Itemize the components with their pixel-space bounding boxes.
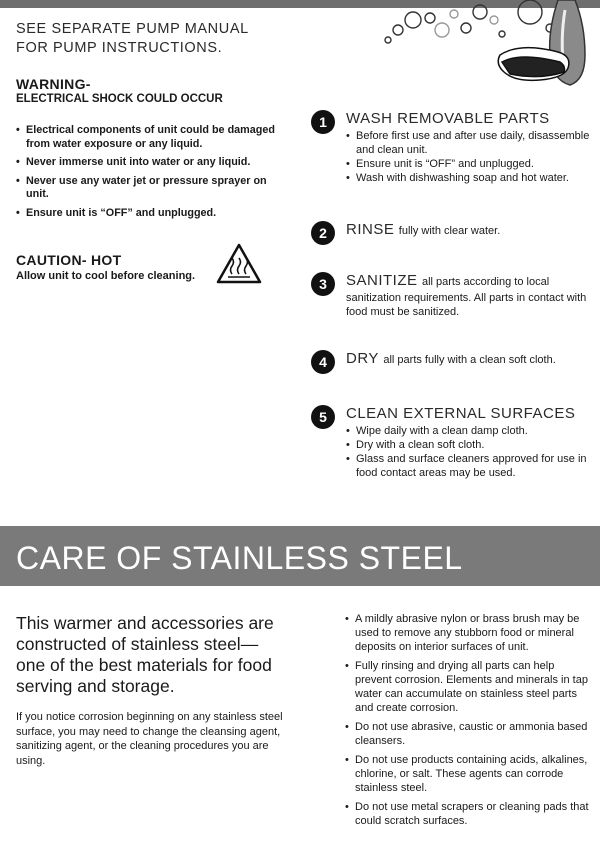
- stainless-item: • A mildly abrasive nylon or brass brush may be used to remove any stubborn food or mineral deposits on interior surfaces of unit.: [345, 612, 590, 654]
- stainless-item: • Do not use metal scrapers or cleaning pads that could scratch surfaces.: [345, 800, 590, 828]
- step-item: • Wipe daily with a clean damp cloth.: [346, 424, 596, 438]
- step-item: • Ensure unit is “OFF” and unplugged.: [346, 157, 596, 171]
- step-description: all parts fully with a clean soft cloth.: [383, 354, 556, 366]
- section-banner-title: CARE OF STAINLESS STEEL: [16, 540, 463, 576]
- step-list: [346, 129, 596, 185]
- bubbles-sponge-bottle-icon: [380, 0, 600, 100]
- stainless-paragraph: If you notice corrosion beginning on any stainless steel surface, you may need to change the cleansing agent, sanitizing agent, or the cleaning procedures you are using.: [16, 711, 283, 767]
- step-number-badge: 1: [311, 110, 335, 134]
- step-title: DRY: [346, 350, 379, 367]
- step-item: • Wash with dishwashing soap and hot water.: [346, 171, 596, 185]
- step-title: SANITIZE: [346, 272, 418, 289]
- step-title: WASH REMOVABLE PARTS: [346, 110, 550, 127]
- step-number-badge: 5: [311, 405, 335, 429]
- step-title: RINSE: [346, 221, 395, 238]
- step-rinse: [311, 221, 596, 239]
- pump-manual-note: [16, 20, 249, 58]
- step-number-badge: 2: [311, 221, 335, 245]
- warning-item: • Never immerse unit into water or any liquid.: [16, 156, 286, 170]
- step-title: CLEAN EXTERNAL SURFACES: [346, 405, 576, 422]
- step-description: all parts according to local: [421, 276, 550, 288]
- stainless-intro: This warmer and accessories are constructed of stainless steel— one of the best materials for food serving and storage.: [16, 613, 274, 696]
- warning-item: • Ensure unit is “OFF” and unplugged.: [16, 207, 286, 221]
- pump-note-line2: FOR PUMP INSTRUCTIONS.: [16, 40, 223, 56]
- caution-title: CAUTION- HOT: [16, 252, 122, 268]
- step-list: [346, 424, 596, 480]
- stainless-item: • Fully rinsing and drying all parts can help prevent corrosion. Elements and minerals in tap water can accumulate on stainless steel parts and create corrosion.: [345, 659, 590, 715]
- caution-subtitle: Allow unit to cool before cleaning.: [16, 270, 196, 282]
- warning-subtitle: ELECTRICAL SHOCK COULD OCCUR: [16, 93, 223, 105]
- step-number-badge: 4: [311, 350, 335, 374]
- warning-list: [16, 124, 286, 225]
- warning-title: WARNING-: [16, 76, 91, 92]
- step-wash: [311, 110, 596, 185]
- hot-surface-icon: [215, 242, 263, 286]
- step-description: fully with clear water.: [398, 225, 501, 237]
- step-dry: [311, 350, 596, 368]
- step-clean-external: [311, 405, 596, 480]
- step-number-badge: 3: [311, 272, 335, 296]
- stainless-list: [345, 612, 590, 833]
- step-sanitize: [311, 272, 596, 319]
- warning-item: • Never use any water jet or pressure sprayer on unit.: [16, 175, 286, 202]
- stainless-item: • Do not use abrasive, caustic or ammonia based cleansers.: [345, 720, 590, 748]
- step-item: • Dry with a clean soft cloth.: [346, 438, 596, 452]
- step-item: • Glass and surface cleaners approved for use in food contact areas may be used.: [346, 452, 596, 480]
- step-paragraph: sanitization requirements. All parts in contact with food must be sanitized.: [346, 292, 587, 318]
- step-item: • Before first use and after use daily, disassemble and clean unit.: [346, 129, 596, 157]
- stainless-item: • Do not use products containing acids, alkalines, chlorine, or salt. These agents can corrode stainless steel.: [345, 753, 590, 795]
- warning-item: • Electrical components of unit could be damaged from water exposure or any liquid.: [16, 124, 286, 151]
- pump-note-line1: SEE SEPARATE PUMP MANUAL: [16, 21, 249, 37]
